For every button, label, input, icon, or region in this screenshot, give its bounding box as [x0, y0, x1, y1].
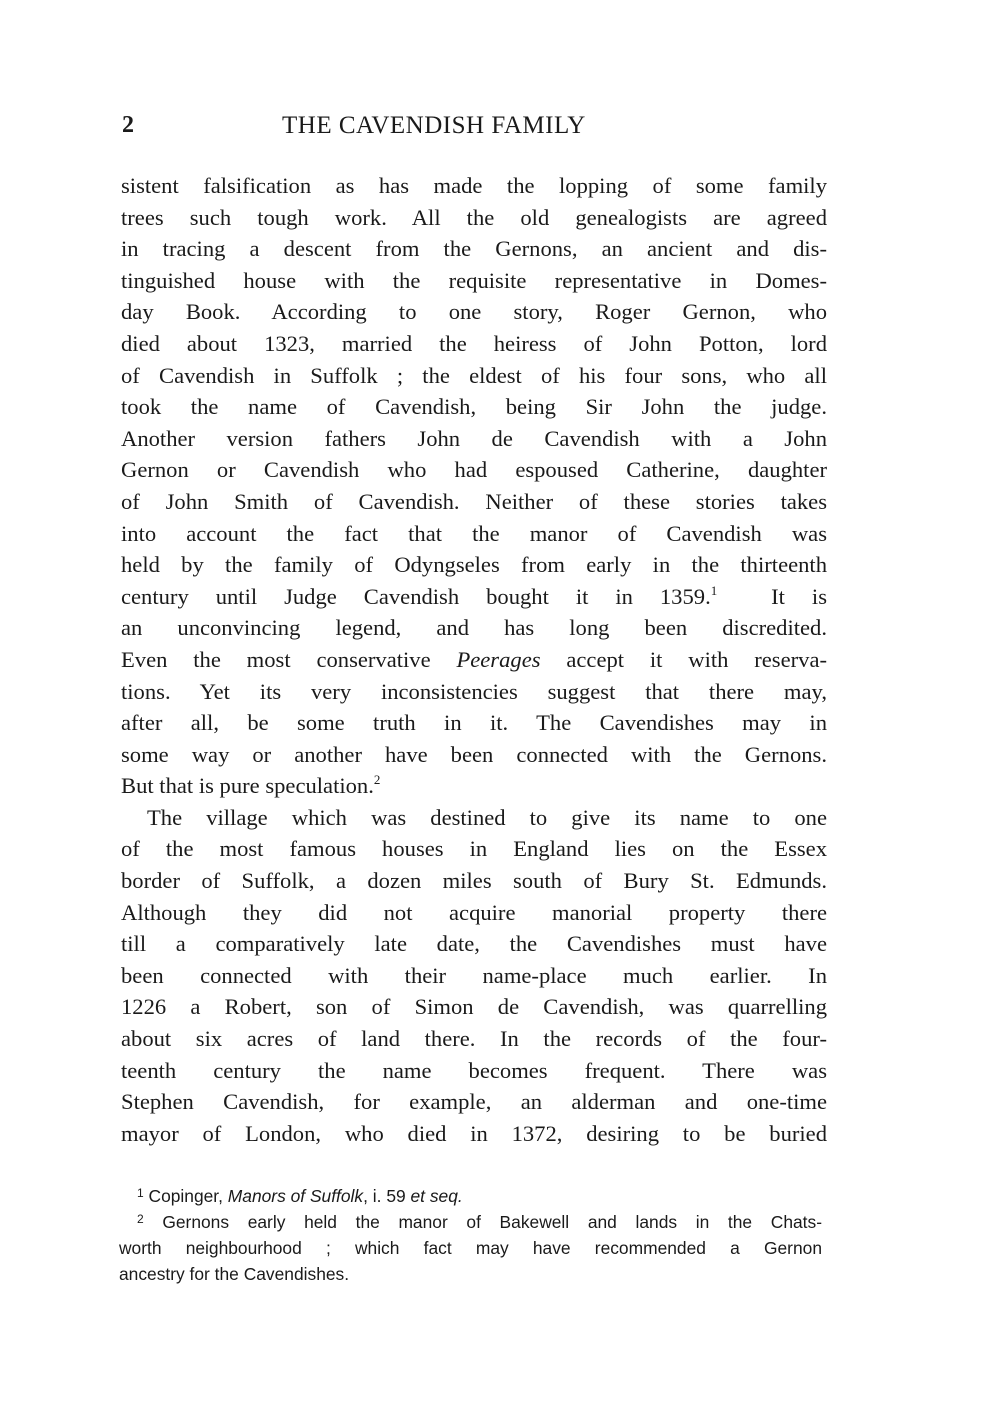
text-line	[121, 644, 827, 676]
text-segment: century until Judge Cavendish bought it in 1359.	[121, 583, 711, 609]
text-line	[121, 770, 827, 802]
footnote-marker: 1	[137, 1186, 144, 1200]
footnote-line: worth neighbourhood ; which fact may have recommended a Gernon	[119, 1238, 822, 1258]
footnote-text: Gernons early held the manor of Bakewell and lands in the Chats-	[143, 1212, 822, 1232]
text-line: some way or another have been connected with the Gernons.	[121, 741, 827, 767]
footnote-ref-1: 1	[710, 582, 718, 598]
text-line: after all, be some truth in it. The Cavendishes may in	[121, 710, 827, 736]
text-line: tinguished house with the requisite representative in Domes-	[121, 267, 827, 293]
page-number: 2	[122, 112, 134, 138]
footnote-2	[119, 1209, 822, 1287]
text-line: Another version fathers John de Cavendish with a John	[121, 425, 827, 451]
text-segment: But that is pure speculation.	[121, 773, 374, 799]
text-line: Gernon or Cavendish who had espoused Catherine, daughter	[121, 457, 827, 483]
footnote-italic: et seq.	[410, 1186, 463, 1206]
text-segment: accept it with reserva-	[540, 646, 827, 672]
text-line: till a comparatively late date, the Cavendishes must have	[121, 931, 827, 957]
text-line: of John Smith of Cavendish. Neither of these stories takes	[121, 488, 827, 514]
italic-title-peerages: Peerages	[456, 646, 541, 672]
text-line: an unconvincing legend, and has long been discredited.	[121, 615, 827, 641]
text-segment: It is	[717, 583, 827, 609]
text-line: border of Suffolk, a dozen miles south of Bury St. Edmunds.	[121, 868, 827, 894]
text-line: 1226 a Robert, son of Simon de Cavendish, was quarrelling	[121, 994, 827, 1020]
text-line: of Cavendish in Suffolk ; the eldest of his four sons, who all	[121, 362, 827, 388]
text-line: took the name of Cavendish, being Sir John the judge.	[121, 394, 827, 420]
text-segment: Even the most conservative	[121, 646, 457, 672]
text-line: been connected with their name-place much earlier. In	[121, 962, 827, 988]
footnote-line: ancestry for the Cavendishes.	[119, 1264, 350, 1284]
footnotes	[119, 1183, 822, 1287]
text-line: Although they did not acquire manorial property there	[121, 899, 827, 925]
text-line: died about 1323, married the heiress of John Potton, lord	[121, 330, 827, 356]
running-head	[122, 112, 822, 152]
footnote-ref-2: 2	[373, 772, 381, 788]
text-line: tions. Yet its very inconsistencies suggest that there may,	[121, 678, 827, 704]
footnote-marker: 2	[137, 1212, 144, 1226]
paragraph-1	[121, 170, 827, 802]
body-text	[121, 170, 827, 1149]
text-line: sistent falsification as has made the lopping of some family	[121, 173, 827, 198]
running-title: THE CAVENDISH FAMILY	[282, 112, 586, 139]
footnote-text: Copinger,	[143, 1186, 228, 1206]
footnote-1	[119, 1183, 822, 1209]
text-line: into account the fact that the manor of Cavendish was	[121, 520, 827, 546]
text-line: The village which was destined to give its name to one	[147, 804, 827, 830]
text-line: about six acres of land there. In the records of the four-	[121, 1026, 827, 1052]
footnote-line	[119, 1209, 822, 1235]
text-line: trees such tough work. All the old genealogists are agreed	[121, 204, 827, 230]
text-line: held by the family of Odyngseles from early in the thirteenth	[121, 552, 827, 578]
paragraph-2	[121, 802, 827, 1150]
footnote-text: , i. 59	[363, 1186, 411, 1206]
text-line: day Book. According to one story, Roger Gernon, who	[121, 299, 827, 325]
footnote-italic-title: Manors of Suffolk	[227, 1186, 364, 1206]
text-line: teenth century the name becomes frequent. There was	[121, 1057, 827, 1083]
text-line: Stephen Cavendish, for example, an alderman and one-time	[121, 1089, 827, 1115]
text-line	[121, 581, 827, 613]
text-line: of the most famous houses in England lies on the Essex	[121, 836, 827, 862]
text-line: mayor of London, who died in 1372, desiring to be buried	[121, 1120, 827, 1146]
text-line: in tracing a descent from the Gernons, an ancient and dis-	[121, 236, 827, 262]
